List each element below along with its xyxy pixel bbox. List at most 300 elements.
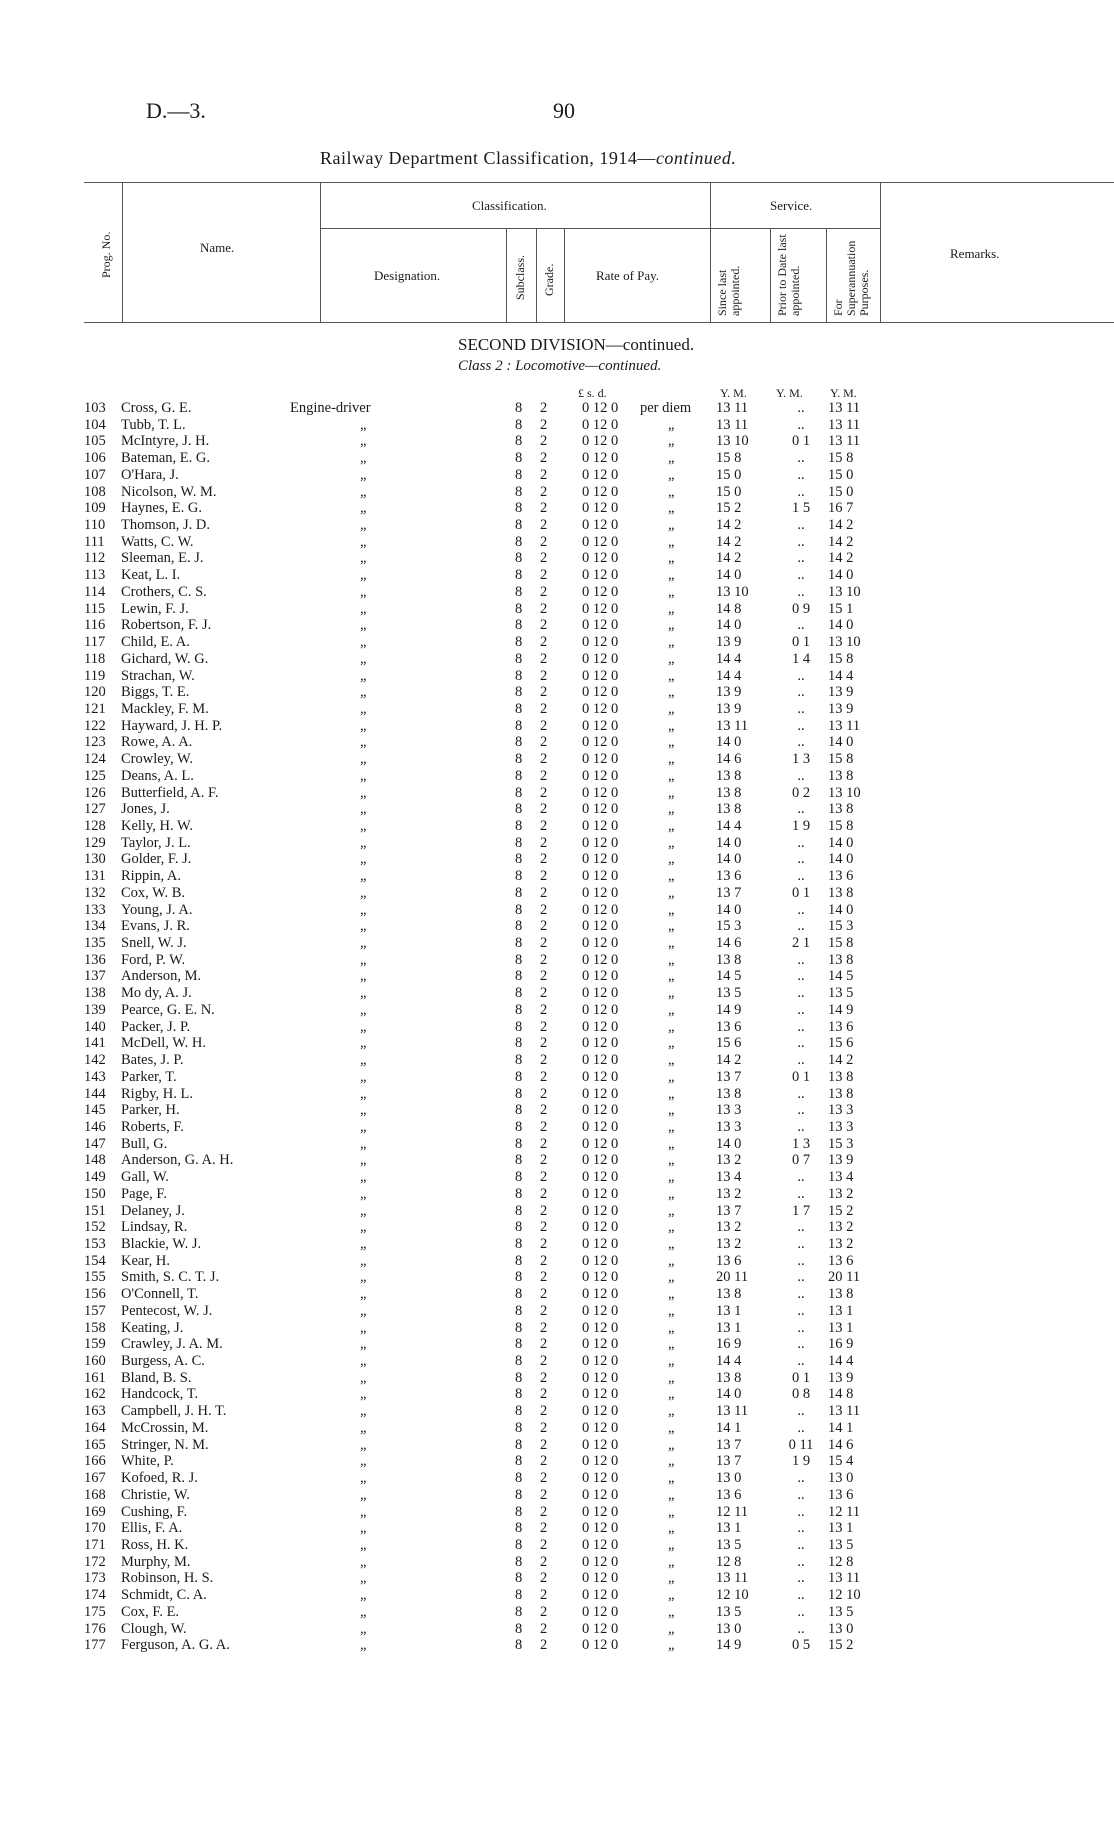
service-since-last: 13 6 <box>716 868 742 885</box>
designation: „ <box>360 935 367 952</box>
designation: „ <box>360 1453 367 1470</box>
employee-name: Butterfield, A. F. <box>121 784 219 801</box>
service-prior: 0 7 <box>791 1152 811 1169</box>
employee-name: Murphy, M. <box>121 1553 191 1570</box>
page-title <box>320 148 736 169</box>
subclass: 8 <box>515 1386 523 1403</box>
prog-no: 177 <box>84 1637 106 1654</box>
service-superannuation: 12 8 <box>828 1553 854 1570</box>
designation: „ <box>360 1052 367 1069</box>
employee-name: Taylor, J. L. <box>121 834 191 851</box>
prog-no: 106 <box>84 450 106 467</box>
service-since-last: 13 1 <box>716 1520 742 1537</box>
rate-unit: „ <box>668 1202 675 1219</box>
rate-unit: „ <box>668 851 675 868</box>
rate-unit: „ <box>668 1118 675 1135</box>
designation: „ <box>360 1302 367 1319</box>
grade: 2 <box>540 1353 548 1370</box>
service-since-last: 20 11 <box>716 1269 749 1286</box>
employee-name: McCrossin, M. <box>121 1419 209 1436</box>
subclass: 8 <box>515 533 523 550</box>
subclass: 8 <box>515 583 523 600</box>
rate-of-pay: 0 12 0 <box>582 801 619 818</box>
designation: „ <box>360 1536 367 1553</box>
grade: 2 <box>540 1336 548 1353</box>
service-superannuation: 13 5 <box>828 1536 854 1553</box>
rate-of-pay: 0 12 0 <box>582 1470 619 1487</box>
grade: 2 <box>540 1553 548 1570</box>
prog-no: 176 <box>84 1620 106 1637</box>
employee-name: Bland, B. S. <box>121 1369 192 1386</box>
grade: 2 <box>540 684 548 701</box>
designation: „ <box>360 884 367 901</box>
service-since-last: 13 1 <box>716 1302 742 1319</box>
rate-of-pay: 0 12 0 <box>582 550 619 567</box>
rate-unit: „ <box>668 1135 675 1152</box>
grade: 2 <box>540 634 548 651</box>
service-superannuation: 15 4 <box>828 1453 854 1470</box>
service-since-last: 13 7 <box>716 1453 742 1470</box>
service-since-last: 12 10 <box>716 1587 749 1604</box>
service-since-last: 13 11 <box>716 1570 749 1587</box>
designation: „ <box>360 968 367 985</box>
service-prior: .. <box>797 550 805 567</box>
grade: 2 <box>540 935 548 952</box>
prog-no: 160 <box>84 1353 106 1370</box>
rate-of-pay: 0 12 0 <box>582 751 619 768</box>
service-prior: .. <box>797 1570 805 1587</box>
service-since-last: 13 8 <box>716 1085 742 1102</box>
col-rule <box>710 182 711 322</box>
subclass: 8 <box>515 717 523 734</box>
service-since-last: 13 11 <box>716 416 749 433</box>
service-prior: .. <box>797 1169 805 1186</box>
designation: „ <box>360 1185 367 1202</box>
prog-no: 167 <box>84 1470 106 1487</box>
service-since-last: 13 7 <box>716 1068 742 1085</box>
employee-name: Kelly, H. W. <box>121 818 193 834</box>
subclass: 8 <box>515 617 523 634</box>
grade: 2 <box>540 667 548 684</box>
employee-name: Kofoed, R. J. <box>121 1470 198 1487</box>
grade: 2 <box>540 1302 548 1319</box>
employee-name: Rippin, A. <box>121 868 182 885</box>
designation: „ <box>360 851 367 868</box>
prog-no: 107 <box>84 466 106 483</box>
employee-name: Lindsay, R. <box>121 1219 188 1236</box>
grade: 2 <box>540 1102 548 1119</box>
subclass: 8 <box>515 1152 523 1169</box>
rate-unit: „ <box>668 985 675 1002</box>
service-superannuation: 15 2 <box>828 1637 854 1654</box>
grade: 2 <box>540 1520 548 1537</box>
rate-of-pay: 0 12 0 <box>582 767 619 784</box>
rate-of-pay: 0 12 0 <box>582 1353 619 1370</box>
service-prior: .. <box>797 985 805 1002</box>
service-prior: 0 1 <box>791 433 811 450</box>
service-prior: .. <box>797 851 805 868</box>
subclass: 8 <box>515 1169 523 1186</box>
service-since-last: 14 4 <box>716 1353 742 1370</box>
service-prior: .. <box>797 483 805 500</box>
service-since-last: 13 4 <box>716 1169 742 1186</box>
employee-name: Mackley, F. M. <box>121 700 209 717</box>
designation: „ <box>360 1219 367 1236</box>
grade: 2 <box>540 1068 548 1085</box>
header-name: Name. <box>200 240 235 255</box>
rate-unit: „ <box>668 416 675 433</box>
service-superannuation: 14 2 <box>828 533 854 550</box>
employee-name: Ford, P. W. <box>121 951 186 968</box>
rate-of-pay: 0 12 0 <box>582 517 619 534</box>
service-superannuation: 13 10 <box>828 634 861 651</box>
employee-name: Bates, J. P. <box>121 1052 184 1069</box>
service-since-last: 13 3 <box>716 1102 742 1119</box>
service-since-last: 13 0 <box>716 1470 742 1487</box>
designation: „ <box>360 1001 367 1018</box>
prog-no: 109 <box>84 500 106 517</box>
rate-of-pay: 0 12 0 <box>582 1486 619 1503</box>
employee-name: McIntyre, J. H. <box>121 433 210 450</box>
rate-unit: „ <box>668 1286 675 1303</box>
rate-unit: „ <box>668 784 675 801</box>
designation: „ <box>360 1068 367 1085</box>
service-superannuation: 15 3 <box>828 918 854 935</box>
rate-unit: „ <box>668 433 675 450</box>
service-prior: 1 4 <box>791 650 811 667</box>
grade: 2 <box>540 1319 548 1336</box>
rate-unit: „ <box>668 884 675 901</box>
subclass: 8 <box>515 1570 523 1587</box>
employee-name: Smith, S. C. T. J. <box>121 1269 220 1286</box>
service-prior: 1 3 <box>791 751 811 768</box>
col-rule <box>536 228 537 322</box>
rate-unit: „ <box>668 1536 675 1553</box>
prog-no: 147 <box>84 1135 106 1152</box>
subclass: 8 <box>515 1001 523 1018</box>
service-prior: .. <box>797 533 805 550</box>
rate-unit: „ <box>668 951 675 968</box>
rate-of-pay: 0 12 0 <box>582 1620 619 1637</box>
prog-no: 133 <box>84 901 106 918</box>
rate-unit: „ <box>668 483 675 500</box>
service-since-last: 14 1 <box>716 1419 742 1436</box>
subclass: 8 <box>515 600 523 617</box>
rate-unit: „ <box>668 734 675 751</box>
rate-of-pay: 0 12 0 <box>582 935 619 952</box>
prog-no: 125 <box>84 767 106 784</box>
service-superannuation: 13 1 <box>828 1520 854 1537</box>
service-superannuation: 13 9 <box>828 684 854 701</box>
prog-no: 174 <box>84 1587 106 1604</box>
prog-no: 152 <box>84 1219 106 1236</box>
grade: 2 <box>540 1453 548 1470</box>
designation: „ <box>360 533 367 550</box>
rate-unit: „ <box>668 1219 675 1236</box>
subclass: 8 <box>515 767 523 784</box>
service-superannuation: 14 4 <box>828 667 854 684</box>
header-service: Service. <box>770 198 813 213</box>
prog-no: 129 <box>84 834 106 851</box>
subclass: 8 <box>515 1035 523 1052</box>
subclass: 8 <box>515 1302 523 1319</box>
subclass: 8 <box>515 650 523 667</box>
service-prior: .. <box>797 1620 805 1637</box>
service-since-last: 14 2 <box>716 550 742 567</box>
rate-of-pay: 0 12 0 <box>582 1018 619 1035</box>
employee-name: Tubb, T. L. <box>121 416 186 433</box>
employee-name: Robinson, H. S. <box>121 1570 214 1587</box>
grade: 2 <box>540 851 548 868</box>
service-superannuation: 13 0 <box>828 1470 854 1487</box>
employee-name: O'Hara, J. <box>121 466 179 483</box>
rate-unit: „ <box>668 901 675 918</box>
service-superannuation: 14 0 <box>828 734 854 751</box>
grade: 2 <box>540 1470 548 1487</box>
service-superannuation: 14 2 <box>828 550 854 567</box>
service-prior: .. <box>797 1252 805 1269</box>
rate-of-pay: 0 12 0 <box>582 968 619 985</box>
prog-no: 169 <box>84 1503 106 1520</box>
service-superannuation: 12 11 <box>828 1503 861 1520</box>
designation: „ <box>360 1386 367 1403</box>
designation: „ <box>360 1470 367 1487</box>
rate-unit: „ <box>668 1319 675 1336</box>
grade: 2 <box>540 1603 548 1620</box>
service-since-last: 14 4 <box>716 667 742 684</box>
rate-of-pay: 0 12 0 <box>582 617 619 634</box>
service-since-last: 14 8 <box>716 600 742 617</box>
grade: 2 <box>540 433 548 450</box>
grade: 2 <box>540 483 548 500</box>
rate-of-pay: 0 12 0 <box>582 1536 619 1553</box>
rate-of-pay: 0 12 0 <box>582 1102 619 1119</box>
rate-of-pay: 0 12 0 <box>582 951 619 968</box>
rate-of-pay: 0 12 0 <box>582 450 619 467</box>
rate-unit: „ <box>668 751 675 768</box>
units-money: £ s. d. <box>578 386 607 400</box>
rate-of-pay: 0 12 0 <box>582 1236 619 1252</box>
rate-unit: per diem <box>640 400 692 416</box>
service-since-last: 13 11 <box>716 400 749 416</box>
employee-name: Biggs, T. E. <box>121 684 190 701</box>
designation: „ <box>360 767 367 784</box>
subclass: 8 <box>515 1102 523 1119</box>
subclass: 8 <box>515 433 523 450</box>
prog-no: 116 <box>84 617 106 634</box>
rate-of-pay: 0 12 0 <box>582 1135 619 1152</box>
service-since-last: 15 0 <box>716 466 742 483</box>
service-since-last: 13 6 <box>716 1252 742 1269</box>
designation: „ <box>360 583 367 600</box>
designation: „ <box>360 1486 367 1503</box>
service-prior: .. <box>797 416 805 433</box>
designation: „ <box>360 901 367 918</box>
service-superannuation: 14 2 <box>828 517 854 534</box>
employee-name: Hayward, J. H. P. <box>121 717 223 734</box>
designation: „ <box>360 1620 367 1637</box>
service-superannuation: 13 9 <box>828 1369 854 1386</box>
service-superannuation: 13 1 <box>828 1302 854 1319</box>
employee-name: Bull, G. <box>121 1135 168 1152</box>
rate-unit: „ <box>668 1503 675 1520</box>
subclass: 8 <box>515 416 523 433</box>
prog-no: 141 <box>84 1035 106 1052</box>
service-prior: .. <box>797 517 805 534</box>
designation: „ <box>360 1152 367 1169</box>
designation: „ <box>360 1436 367 1453</box>
rate-of-pay: 0 12 0 <box>582 1302 619 1319</box>
header-grade: Grade. <box>542 263 556 296</box>
prog-no: 115 <box>84 600 106 617</box>
subclass: 8 <box>515 1419 523 1436</box>
service-superannuation: 13 6 <box>828 1018 854 1035</box>
service-since-last: 14 2 <box>716 533 742 550</box>
service-since-last: 14 0 <box>716 734 742 751</box>
rate-of-pay: 0 12 0 <box>582 1202 619 1219</box>
employee-name: Lewin, F. J. <box>121 600 189 617</box>
rate-of-pay: 0 12 0 <box>582 1118 619 1135</box>
rate-of-pay: 0 12 0 <box>582 1085 619 1102</box>
subclass: 8 <box>515 1068 523 1085</box>
subclass: 8 <box>515 918 523 935</box>
rate-of-pay: 0 12 0 <box>582 851 619 868</box>
service-prior: 1 3 <box>791 1135 811 1152</box>
units-super: Y. M. <box>830 386 857 400</box>
subclass: 8 <box>515 1286 523 1303</box>
service-superannuation: 14 0 <box>828 901 854 918</box>
designation: „ <box>360 1603 367 1620</box>
subclass: 8 <box>515 1085 523 1102</box>
service-prior: 0 1 <box>791 884 811 901</box>
rate-of-pay: 0 12 0 <box>582 1052 619 1069</box>
service-superannuation: 13 11 <box>828 1403 861 1420</box>
rate-unit: „ <box>668 450 675 467</box>
designation: „ <box>360 1202 367 1219</box>
designation: „ <box>360 1637 367 1654</box>
subclass: 8 <box>515 700 523 717</box>
prog-no: 175 <box>84 1603 106 1620</box>
employee-name: Blackie, W. J. <box>121 1236 202 1252</box>
service-prior: .. <box>797 1553 805 1570</box>
designation: „ <box>360 1252 367 1269</box>
service-superannuation: 15 8 <box>828 751 854 768</box>
subclass: 8 <box>515 667 523 684</box>
rate-unit: „ <box>668 466 675 483</box>
service-since-last: 13 9 <box>716 700 742 717</box>
rate-unit: „ <box>668 868 675 885</box>
prog-no: 110 <box>84 517 106 534</box>
subclass: 8 <box>515 1403 523 1420</box>
prog-no: 156 <box>84 1286 106 1303</box>
employee-name: Schmidt, C. A. <box>121 1587 207 1604</box>
grade: 2 <box>540 784 548 801</box>
service-since-last: 13 2 <box>716 1185 742 1202</box>
grade: 2 <box>540 1536 548 1553</box>
grade: 2 <box>540 450 548 467</box>
designation: „ <box>360 567 367 584</box>
employee-name: White, P. <box>121 1453 174 1470</box>
service-since-last: 13 2 <box>716 1236 742 1252</box>
service-since-last: 13 8 <box>716 951 742 968</box>
prog-no: 138 <box>84 985 106 1002</box>
grade: 2 <box>540 751 548 768</box>
employee-name: Crothers, C. S. <box>121 583 207 600</box>
employee-name: Crawley, J. A. M. <box>121 1336 223 1353</box>
service-superannuation: 16 7 <box>828 500 854 517</box>
prog-no: 170 <box>84 1520 106 1537</box>
rate-unit: „ <box>668 834 675 851</box>
service-since-last: 16 9 <box>716 1336 742 1353</box>
subclass: 8 <box>515 1369 523 1386</box>
service-superannuation: 15 6 <box>828 1035 854 1052</box>
service-prior: .. <box>797 1052 805 1069</box>
service-prior: .. <box>797 968 805 985</box>
designation: „ <box>360 483 367 500</box>
subclass: 8 <box>515 784 523 801</box>
service-since-last: 13 8 <box>716 1369 742 1386</box>
rate-of-pay: 0 12 0 <box>582 1436 619 1453</box>
designation: „ <box>360 466 367 483</box>
rate-unit: „ <box>668 1470 675 1487</box>
page-number: 90 <box>553 98 575 123</box>
service-superannuation: 13 2 <box>828 1236 854 1252</box>
grade: 2 <box>540 1436 548 1453</box>
subclass: 8 <box>515 684 523 701</box>
employee-name: Bateman, E. G. <box>121 450 210 467</box>
rate-unit: „ <box>668 1419 675 1436</box>
employee-name: Deans, A. L. <box>121 767 194 784</box>
grade: 2 <box>540 918 548 935</box>
rate-unit: „ <box>668 1453 675 1470</box>
prog-no: 146 <box>84 1118 106 1135</box>
grade: 2 <box>540 717 548 734</box>
service-superannuation: 14 6 <box>828 1436 854 1453</box>
designation: „ <box>360 868 367 885</box>
employee-name: Strachan, W. <box>121 667 195 684</box>
rate-of-pay: 0 12 0 <box>582 500 619 517</box>
prog-no: 139 <box>84 1001 106 1018</box>
rate-of-pay: 0 12 0 <box>582 1068 619 1085</box>
rate-unit: „ <box>668 1403 675 1420</box>
designation: „ <box>360 1035 367 1052</box>
grade: 2 <box>540 951 548 968</box>
service-prior: .. <box>797 717 805 734</box>
grade: 2 <box>540 1269 548 1286</box>
rate-unit: „ <box>668 1603 675 1620</box>
subclass: 8 <box>515 1503 523 1520</box>
service-superannuation: 20 11 <box>828 1269 861 1286</box>
service-superannuation: 14 0 <box>828 617 854 634</box>
grade: 2 <box>540 533 548 550</box>
employee-name: Handcock, T. <box>121 1386 199 1403</box>
subclass: 8 <box>515 1603 523 1620</box>
designation: „ <box>360 1085 367 1102</box>
designation: „ <box>360 1353 367 1370</box>
grade: 2 <box>540 1118 548 1135</box>
service-prior: 0 5 <box>791 1637 811 1654</box>
grade: 2 <box>540 1202 548 1219</box>
rate-of-pay: 0 12 0 <box>582 818 619 834</box>
prog-no: 103 <box>84 400 106 416</box>
employee-name: Jones, J. <box>121 801 170 818</box>
service-since-last: 14 0 <box>716 1135 742 1152</box>
service-superannuation: 14 2 <box>828 1052 854 1069</box>
service-superannuation: 13 5 <box>828 985 854 1002</box>
service-since-last: 13 7 <box>716 884 742 901</box>
subclass: 8 <box>515 1470 523 1487</box>
service-prior: 0 11 <box>788 1436 814 1453</box>
